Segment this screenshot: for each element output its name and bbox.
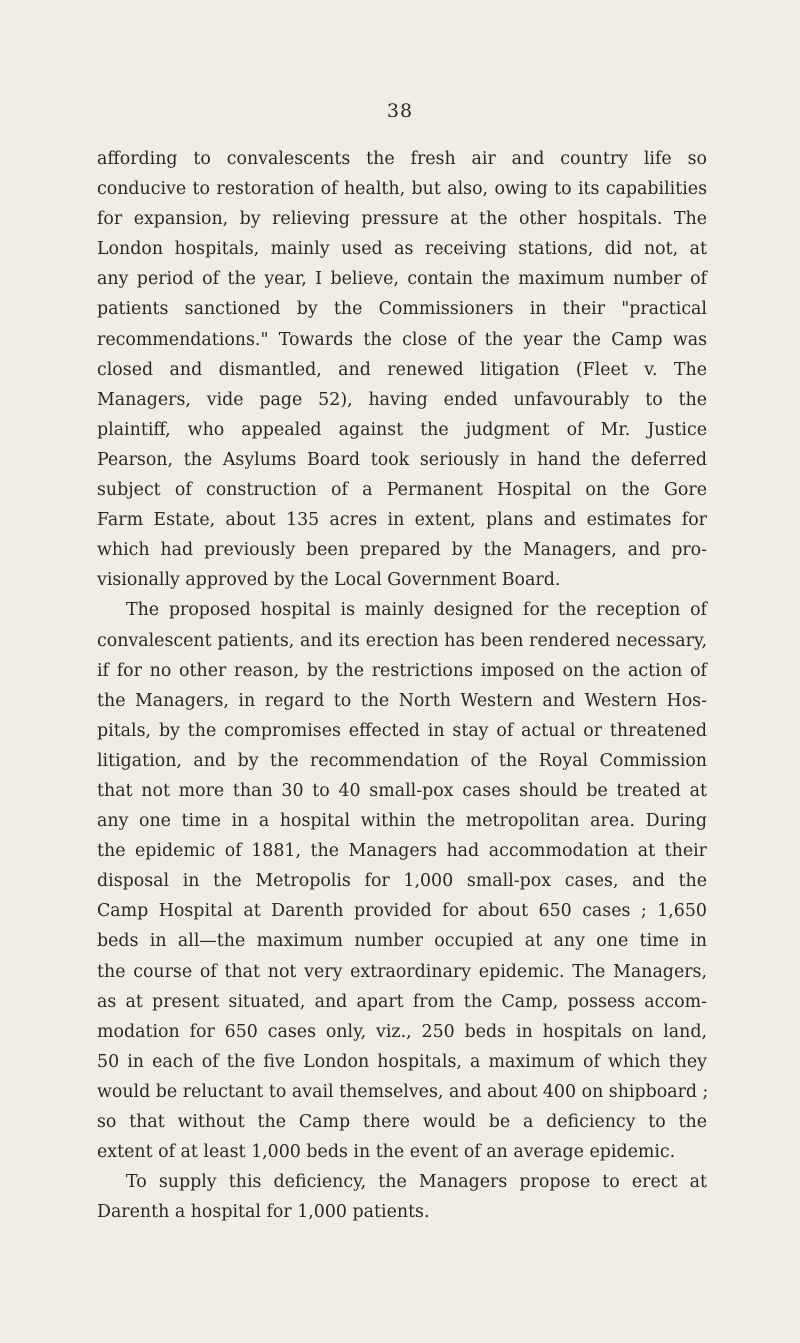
text-line: as at present situated, and apart from the Camp, possess accom-: [97, 991, 707, 1012]
text-line: any one time in a hospital within the metropolitan area. During: [97, 811, 707, 832]
text-line: subject of construction of a Permanent Hospital on the Gore: [97, 480, 707, 501]
text-line: disposal in the Metropolis for 1,000 small-pox cases, and the: [97, 871, 707, 892]
text-line: extent of at least 1,000 beds in the event of an average epidemic.: [97, 1142, 676, 1163]
text-line: Farm Estate, about 135 acres in extent, plans and estimates for: [97, 510, 707, 531]
text-line: recommendations." Towards the close of the year the Camp was: [97, 329, 707, 350]
text-line: the epidemic of 1881, the Managers had accommodation at their: [97, 841, 707, 862]
text-line: To supply this deficiency, the Managers propose to erect at: [126, 1172, 707, 1193]
text-line: Darenth a hospital for 1,000 patients.: [97, 1202, 430, 1223]
text-line: the course of that not very extraordinary epidemic. The Managers,: [97, 961, 707, 982]
page-number: 38: [386, 100, 414, 122]
text-line: convalescent patients, and its erection has been rendered necessary,: [97, 630, 707, 651]
text-line: London hospitals, mainly used as receiving stations, did not, at: [97, 239, 707, 260]
text-line: 50 in each of the five London hospitals, a maximum of which they: [97, 1051, 707, 1072]
text-line: which had previously been prepared by the Managers, and pro-: [97, 540, 707, 561]
text-line: Pearson, the Asylums Board took seriously in hand the deferred: [97, 449, 707, 470]
text-line: modation for 650 cases only, viz., 250 beds in hospitals on land,: [97, 1021, 707, 1042]
body-text: [97, 144, 707, 1227]
text-line: beds in all—the maximum number occupied at any one time in: [97, 931, 707, 952]
text-line: The proposed hospital is mainly designed for the reception of: [126, 600, 707, 621]
text-line: if for no other reason, by the restrictions imposed on the action of: [97, 660, 707, 681]
text-line: pitals, by the compromises effected in stay of actual or threatened: [97, 720, 707, 741]
text-line: closed and dismantled, and renewed litigation (Fleet v. The: [97, 359, 707, 380]
text-line: would be reluctant to avail themselves, and about 400 on shipboard ;: [97, 1081, 709, 1102]
text-line: for expansion, by relieving pressure at the other hospitals. The: [97, 209, 707, 230]
text-line: Camp Hospital at Darenth provided for about 650 cases ; 1,650: [97, 901, 707, 922]
text-line: patients sanctioned by the Commissioners in their "practical: [97, 299, 707, 320]
text-line: visionally approved by the Local Government Board.: [97, 570, 561, 591]
text-line: so that without the Camp there would be a deficiency to the: [97, 1112, 707, 1132]
text-line: the Managers, in regard to the North Western and Western Hos-: [97, 690, 707, 711]
text-line: plaintiff, who appealed against the judgment of Mr. Justice: [97, 419, 707, 440]
text-line: conducive to restoration of health, but also, owing to its capabilities: [97, 179, 707, 200]
text-line: litigation, and by the recommendation of the Royal Commission: [97, 750, 707, 771]
text-line: any period of the year, I believe, contain the maximum number of: [97, 269, 707, 290]
text-line: affording to convalescents the fresh air and country life so: [97, 149, 707, 169]
text-line: that not more than 30 to 40 small-pox cases should be treated at: [97, 780, 707, 801]
text-line: Managers, vide page 52), having ended unfavourably to the: [97, 389, 707, 410]
